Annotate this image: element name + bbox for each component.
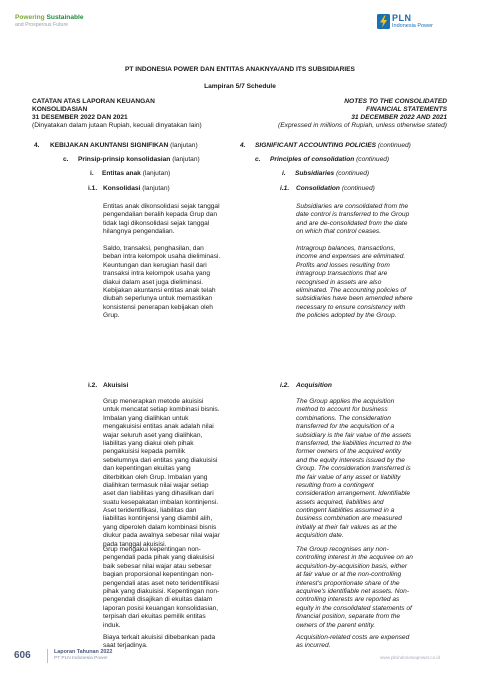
paragraph-line: untuk mencatat setiap kombinasi bisnis. xyxy=(103,406,220,414)
document-title: PT INDONESIA POWER DAN ENTITAS ANAKNYA/AND ITS SUBSIDIARIES xyxy=(125,66,355,73)
paragraph-line: Keuntungan dan kerugian hasil dari xyxy=(103,261,207,269)
paragraph-line: beban intra kelompok usaha dieliminasi. xyxy=(103,253,221,261)
left-i2-paragraph-3 xyxy=(103,634,233,651)
paragraph-line: as incurred. xyxy=(296,642,331,650)
paragraph-line: and the equity interests issued by the xyxy=(296,456,405,464)
paragraph-line: initially at their fair values as at the xyxy=(296,523,397,531)
paragraph-line: Grup. xyxy=(103,312,120,320)
tagline-bold: Sustainable xyxy=(46,14,84,21)
paragraph-line: intragroup transactions that are xyxy=(296,270,388,278)
footer-company: PT PLN Indonesia Power xyxy=(54,656,108,661)
paragraph-line: saat terjadinya. xyxy=(103,642,148,650)
paragraph-line: induk. xyxy=(103,621,121,629)
right-section-heading xyxy=(255,142,411,150)
right-sub-heading xyxy=(270,156,389,164)
paragraph-line: wajar seluruh aset yang dialihkan, xyxy=(103,431,203,439)
paragraph-line: controlling interests are reported as xyxy=(296,596,400,604)
paragraph-line: Group. The consideration transferred is xyxy=(296,465,411,473)
footer-report-title: Laporan Tahunan 2022 xyxy=(54,649,113,655)
right-i2-number: i.2. xyxy=(280,382,290,389)
right-i2-paragraph-2 xyxy=(296,546,447,630)
left-i1-cont: (lanjutan) xyxy=(142,185,170,192)
left-i1-paragraph-1 xyxy=(103,203,233,237)
right-caption-line2: FINANCIAL STATEMENTS xyxy=(366,106,447,113)
schedule-label: Lampiran 5/7 Schedule xyxy=(204,83,276,90)
right-i1-number: i.1. xyxy=(280,185,290,192)
paragraph-line: transferred for the acquisition of a xyxy=(296,423,395,431)
paragraph-line: Profits and losses resulting from xyxy=(296,261,390,269)
left-i2-paragraph-2 xyxy=(103,546,233,630)
left-section-heading xyxy=(50,142,198,150)
paragraph-line: Biaya terkait akuisisi dibebankan pada xyxy=(103,634,216,641)
paragraph-line: assets acquired, liabilities and xyxy=(296,498,384,506)
left-i1-number: i.1. xyxy=(88,185,98,192)
paragraph-line: and are de-consolidated from the date xyxy=(296,219,408,227)
left-i2-paragraph-1 xyxy=(103,398,233,549)
paragraph-line: diterbitkan oleh Grup. Imbalan yang xyxy=(103,473,208,481)
tagline-prefix: Powering xyxy=(15,14,47,21)
paragraph-line: income and expenses are eliminated. xyxy=(296,253,406,261)
right-sub-cont: (continued) xyxy=(356,156,390,163)
paragraph-line: pengakuisisi kepada pemilik xyxy=(103,448,186,456)
logo-sub: Indonesia Power xyxy=(392,23,433,29)
right-subsub-title: Subsidiaries xyxy=(295,170,335,177)
paragraph-line: bagian proporsional kepentingan non- xyxy=(103,571,214,579)
paragraph-line: pengendali disajikan di ekuitas dalam xyxy=(103,596,213,604)
right-section-title: SIGNIFICANT ACCOUNTING POLICIES xyxy=(255,142,377,149)
page-number: 606 xyxy=(14,650,31,661)
paragraph-line: pihak yang diakuisisi. Kepentingan non- xyxy=(103,587,220,595)
left-i1-title: Konsolidasi xyxy=(103,185,141,192)
left-subsub-number: i. xyxy=(90,170,94,177)
right-section-cont: (continued) xyxy=(377,142,411,149)
left-sub-cont: (lanjutan) xyxy=(172,156,200,163)
paragraph-line: baik sebesar nilai wajar atau sebesar xyxy=(103,562,212,570)
right-section-number: 4. xyxy=(240,142,246,149)
right-caption-line3: 31 DECEMBER 2022 AND 2021 xyxy=(351,114,447,121)
paragraph-line: necessary to ensure consistency with xyxy=(296,303,406,311)
paragraph-line: method to account for business xyxy=(296,406,388,414)
paragraph-line: Aset teridentifikasi, liabilitas dan xyxy=(103,507,197,515)
paragraph-line: resulting from a contingent xyxy=(296,481,374,489)
right-i2-title: Acquisition xyxy=(296,382,332,389)
right-subsub-heading xyxy=(295,170,369,178)
left-sub-heading xyxy=(78,156,200,164)
paragraph-line: hilangnya pengendalian. xyxy=(103,228,175,236)
paragraph-line: Subsidiaries are consolidated from the xyxy=(296,203,409,210)
paragraph-line: liabilitas kontinjensi yang diambil alih, xyxy=(103,515,213,523)
right-i1-heading xyxy=(296,185,375,193)
right-subsub-cont: (continued) xyxy=(336,170,370,177)
paragraph-line: the policies adopted by the Group. xyxy=(296,312,397,320)
right-caption-line4: (Expressed in millions of Rupiah, unless otherwise stated) xyxy=(278,122,447,129)
paragraph-line: financial position, separate from the xyxy=(296,613,401,621)
paragraph-line: pengendali atas aset neto teridentifikasi xyxy=(103,579,219,587)
left-sub-number: c. xyxy=(63,156,69,163)
left-subsub-cont: (lanjutan) xyxy=(142,170,171,177)
paragraph-line: subsidiary is the fair value of the assets xyxy=(296,431,412,439)
left-caption-line3: 31 DESEMBER 2022 DAN 2021 xyxy=(32,114,128,121)
right-i1-cont: (continued) xyxy=(341,185,375,192)
paragraph-line: on which that control ceases. xyxy=(296,228,382,236)
right-i1-title: Consolidation xyxy=(296,185,340,192)
lightning-icon xyxy=(377,14,390,29)
footer-url: www.plnindonesiapower.co.id xyxy=(380,655,441,660)
right-sub-number: c. xyxy=(255,156,261,163)
tagline xyxy=(15,14,84,29)
paragraph-line: interest's proportionate share of the xyxy=(296,579,400,587)
paragraph-line: eliminated. The accounting policies of xyxy=(296,286,406,294)
left-section-title: KEBIJAKAN AKUNTANSI SIGNIFIKAN xyxy=(50,142,169,149)
left-caption-line4: (Dinyatakan dalam jutaan Rupiah, kecuali dinyatakan lain) xyxy=(32,122,202,129)
right-caption-line1: NOTES TO THE CONSOLIDATED xyxy=(344,98,447,105)
paragraph-line: dialihkan termasuk nilai wajar setiap xyxy=(103,481,209,489)
paragraph-line: pengendali pada pihak yang diakuisisi xyxy=(103,554,215,562)
paragraph-line: date control is transferred to the Group xyxy=(296,211,410,219)
paragraph-line: Grup mengakui kepentingan non- xyxy=(103,546,201,553)
left-caption-line2: KONSOLIDASIAN xyxy=(32,106,88,113)
paragraph-line: suatu kesepakatan imbalan kontinjensi. xyxy=(103,498,219,506)
paragraph-line: Imbalan yang dialihkan untuk xyxy=(103,414,189,422)
paragraph-line: konsistensi penerapan kebijakan oleh xyxy=(103,303,213,311)
left-i1-heading xyxy=(103,185,170,193)
paragraph-line: Intragroup balances, transactions, xyxy=(296,245,396,252)
left-section-cont: (lanjutan) xyxy=(170,142,198,149)
paragraph-line: sebelumnya dari entitas yang diakuisisi xyxy=(103,456,218,464)
left-subsub-heading xyxy=(102,170,170,178)
footer-divider xyxy=(47,649,48,663)
paragraph-line: terpisah dari ekuitas pemilik entitas xyxy=(103,613,206,621)
paragraph-line: pengendalian beralih kepada Grup dan xyxy=(103,211,218,219)
paragraph-line: recognised in assets are also xyxy=(296,278,382,286)
paragraph-line: transaksi intra kelompok usaha yang xyxy=(103,270,211,278)
paragraph-line: tidak lagi dikonsolidasi sejak tanggal xyxy=(103,219,210,227)
paragraph-line: combinations. The consideration xyxy=(296,414,391,422)
paragraph-line: The Group applies the acquisition xyxy=(296,398,395,405)
paragraph-line: at fair value or at the non-controlling xyxy=(296,571,402,579)
right-sub-title: Principles of consolidation xyxy=(270,156,355,163)
paragraph-line: former owners of the acquired entity xyxy=(296,448,402,456)
paragraph-line: acquisition-by-acquisition basis, either xyxy=(296,562,408,570)
paragraph-line: dan kepentingan ekuitas yang xyxy=(103,465,191,473)
paragraph-line: Saldo, transaksi, penghasilan, dan xyxy=(103,245,204,252)
left-i1-paragraph-2 xyxy=(103,245,233,321)
right-i1-paragraph-2 xyxy=(296,245,447,321)
paragraph-line: owners of the parent entity. xyxy=(296,621,376,629)
paragraph-line: laporan posisi keuangan konsolidasian, xyxy=(103,604,219,612)
paragraph-line: the fair value of any asset or liability xyxy=(296,473,401,481)
left-section-number: 4. xyxy=(34,142,40,149)
left-caption-line1: CATATAN ATAS LAPORAN KEUANGAN xyxy=(32,98,155,105)
paragraph-line: acquisition date. xyxy=(296,532,344,540)
left-subsub-title: Entitas anak xyxy=(102,170,141,177)
paragraph-line: The Group recognises any non- xyxy=(296,546,389,553)
paragraph-line: Acquisition-related costs are expensed xyxy=(296,634,410,641)
paragraph-line: diubah seperlunya untuk memastikan xyxy=(103,295,213,303)
paragraph-line: acquiree's identifiable net assets. Non- xyxy=(296,587,410,595)
right-i1-paragraph-1 xyxy=(296,203,447,237)
paragraph-line: subsidiaries have been amended where xyxy=(296,295,413,303)
paragraph-line: equity in the consolidated statements of xyxy=(296,604,412,612)
paragraph-line: mengakuisisi entitas anak adalah nilai xyxy=(103,423,214,431)
paragraph-line: Grup menerapkan metode akuisisi xyxy=(103,398,204,405)
paragraph-line: business combination are measured xyxy=(296,515,402,523)
tagline-line2: and Prosperous Future xyxy=(15,21,69,28)
paragraph-line: Entitas anak dikonsolidasi sejak tanggal xyxy=(103,203,220,210)
paragraph-line: diukur pada awalnya sebesar nilai wajar xyxy=(103,532,220,540)
paragraph-line: consideration arrangement. Identifiable xyxy=(296,490,410,498)
right-i2-paragraph-3 xyxy=(296,634,447,651)
left-sub-title: Prinsip-prinsip konsolidasian xyxy=(78,156,171,163)
paragraph-line: liabilitas yang diakui oleh pihak xyxy=(103,439,194,447)
paragraph-line: aset dan liabilitas yang dihasilkan dari xyxy=(103,490,214,498)
paragraph-line: pada tanggal akuisisi. xyxy=(103,540,167,548)
right-subsub-number: i. xyxy=(282,170,286,177)
paragraph-line: contingent liabilities assumed in a xyxy=(296,507,395,515)
paragraph-line: diakui dalam aset juga dieliminasi. xyxy=(103,278,204,286)
right-i2-paragraph-1 xyxy=(296,398,447,541)
paragraph-line: transferred, the liabilities incurred to the xyxy=(296,439,412,447)
logo-name: PLN xyxy=(392,13,412,23)
paragraph-line: controlling interest in the acquiree on an xyxy=(296,554,413,562)
left-i2-number: i.2. xyxy=(88,382,98,389)
paragraph-line: Kebijakan akuntansi entitas anak telah xyxy=(103,286,216,294)
left-i2-title: Akuisisi xyxy=(103,382,129,389)
pln-logo xyxy=(377,12,467,32)
paragraph-line: yang diperoleh dalam kombinasi bisnis xyxy=(103,523,217,531)
